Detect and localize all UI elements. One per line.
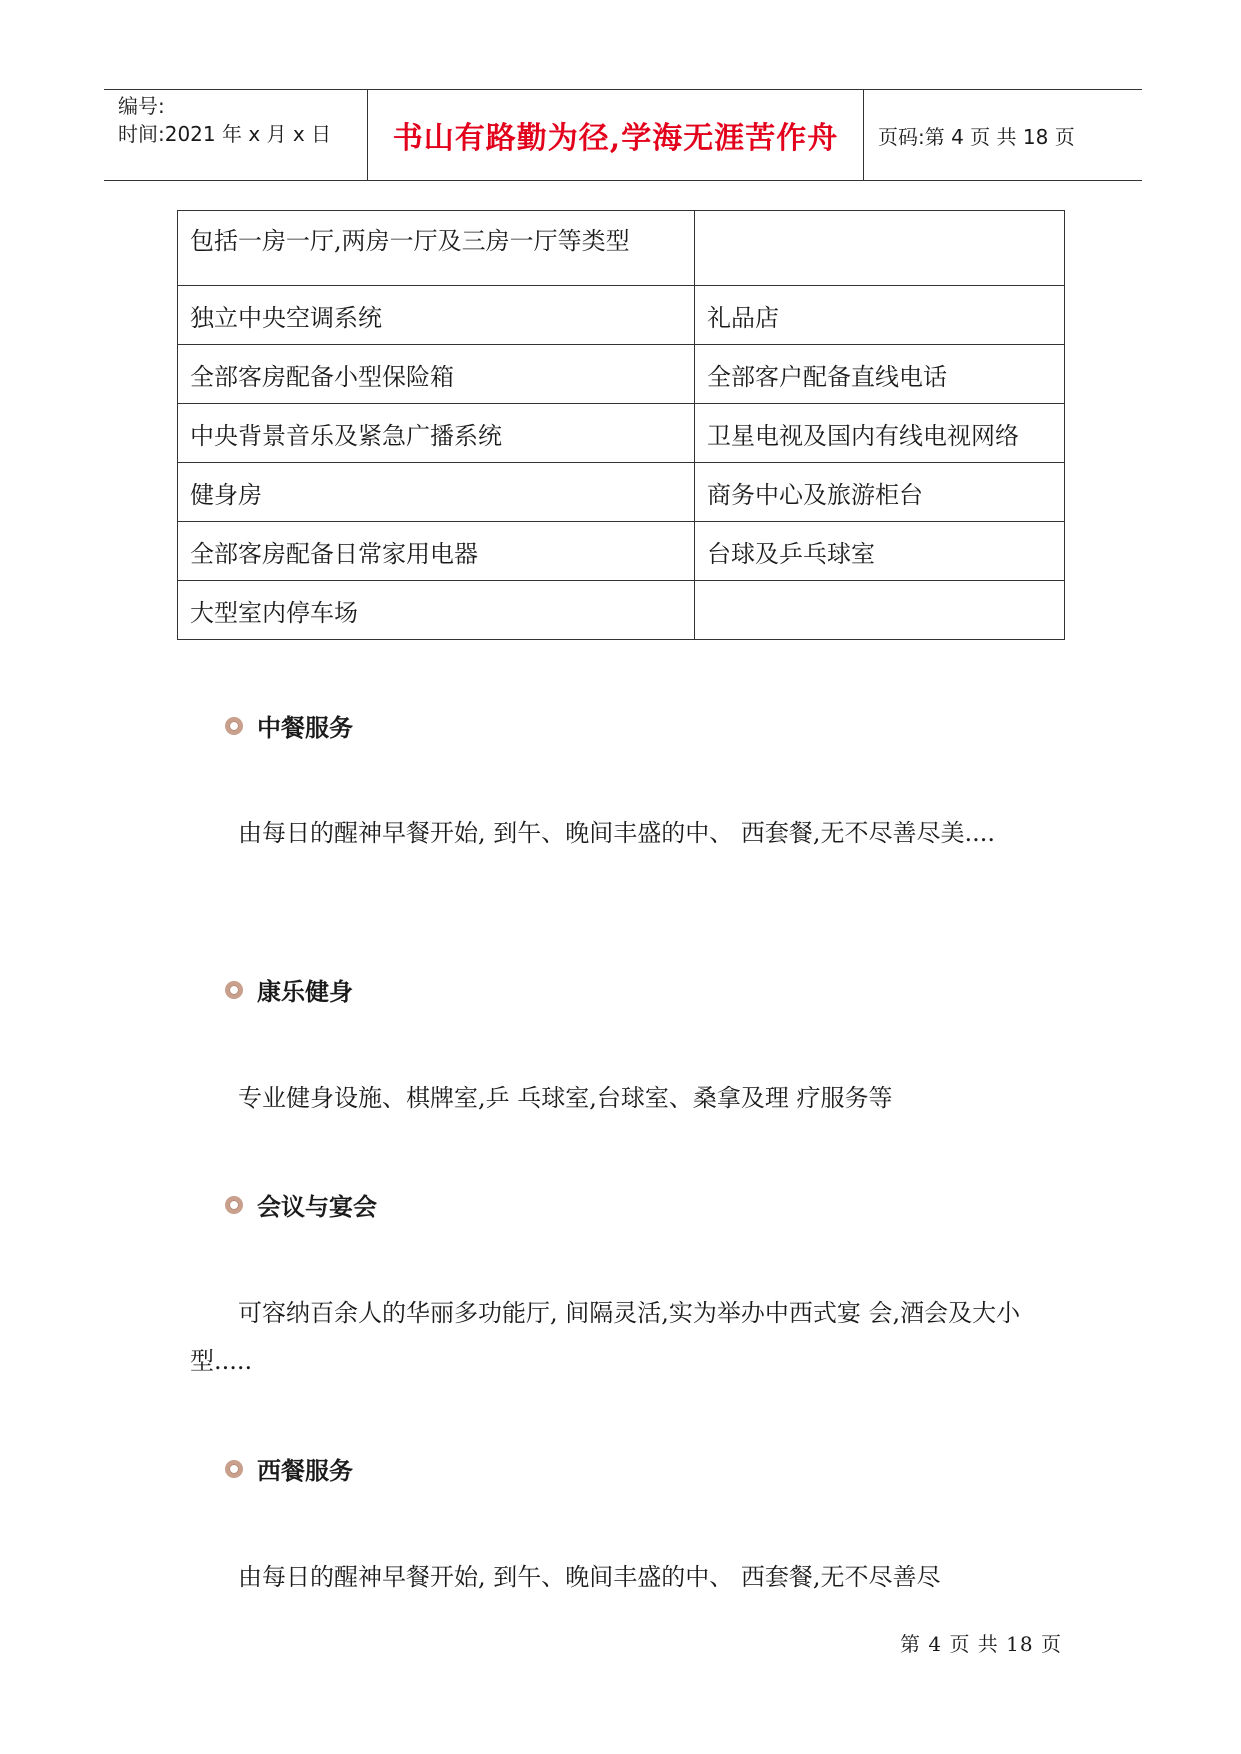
table-cell: [695, 581, 1065, 640]
table-cell: 全部客户配备直线电话: [695, 345, 1065, 404]
table-row: [178, 286, 1065, 345]
section-body: [190, 809, 1060, 857]
table-row: [178, 345, 1065, 404]
table-row: [178, 463, 1065, 522]
table-cell: 包括一房一厅,两房一厅及三房一厅等类型: [178, 211, 695, 286]
header-meta: [104, 90, 368, 180]
section-heading-western-dining: [225, 1451, 353, 1486]
section-title: 会议与宴会: [257, 1193, 377, 1221]
section-heading-meetings: [225, 1187, 377, 1222]
document-number-label: 编号:: [118, 94, 165, 118]
table-row: [178, 404, 1065, 463]
table-cell: 卫星电视及国内有线电视网络: [695, 404, 1065, 463]
section-text: 由每日的醒神早餐开始, 到午、晚间丰盛的中、 西套餐,无不尽善尽: [238, 1563, 941, 1591]
table-cell: 全部客房配备小型保险箱: [178, 345, 695, 404]
section-title: 康乐健身: [257, 978, 353, 1006]
table-cell: 台球及乒乓球室: [695, 522, 1065, 581]
facilities-table: [177, 210, 1065, 640]
section-title: 西餐服务: [257, 1457, 353, 1485]
table-cell: 全部客房配备日常家用电器: [178, 522, 695, 581]
section-body: [190, 1289, 1060, 1385]
bullet-icon: [225, 1460, 243, 1478]
section-body: [190, 1553, 1060, 1601]
section-heading-chinese-dining: [225, 708, 353, 743]
table-row: [178, 581, 1065, 640]
section-text: 由每日的醒神早餐开始, 到午、晚间丰盛的中、 西套餐,无不尽善尽美....: [238, 819, 996, 847]
table-cell: 大型室内停车场: [178, 581, 695, 640]
header-page-label: 页码:第 4 页 共 18 页: [878, 124, 1075, 149]
table-cell: 中央背景音乐及紧急广播系统: [178, 404, 695, 463]
section-text: 可容纳百余人的华丽多功能厅, 间隔灵活,实为举办中西式宴 会,酒会及大小型.....: [190, 1299, 1021, 1375]
footer-page-number: 第 4 页 共 18 页: [900, 1632, 1062, 1656]
bullet-icon: [225, 717, 243, 735]
table-cell: 健身房: [178, 463, 695, 522]
table-cell: [695, 211, 1065, 286]
page-header: [104, 89, 1142, 181]
bullet-icon: [225, 981, 243, 999]
section-title: 中餐服务: [257, 714, 353, 742]
header-motto: 书山有路勤为径,学海无涯苦作舟: [368, 90, 864, 180]
table-row: [178, 211, 1065, 286]
section-body: [190, 1074, 1060, 1122]
section-text: 专业健身设施、棋牌室,乒 乓球室,台球室、桑拿及理 疗服务等: [238, 1084, 893, 1112]
table-row: [178, 522, 1065, 581]
table-cell: 礼品店: [695, 286, 1065, 345]
section-heading-fitness: [225, 972, 353, 1007]
document-time-label: 时间:2021 年 x 月 x 日: [118, 122, 332, 146]
table-cell: 商务中心及旅游柜台: [695, 463, 1065, 522]
table-cell: 独立中央空调系统: [178, 286, 695, 345]
bullet-icon: [225, 1196, 243, 1214]
